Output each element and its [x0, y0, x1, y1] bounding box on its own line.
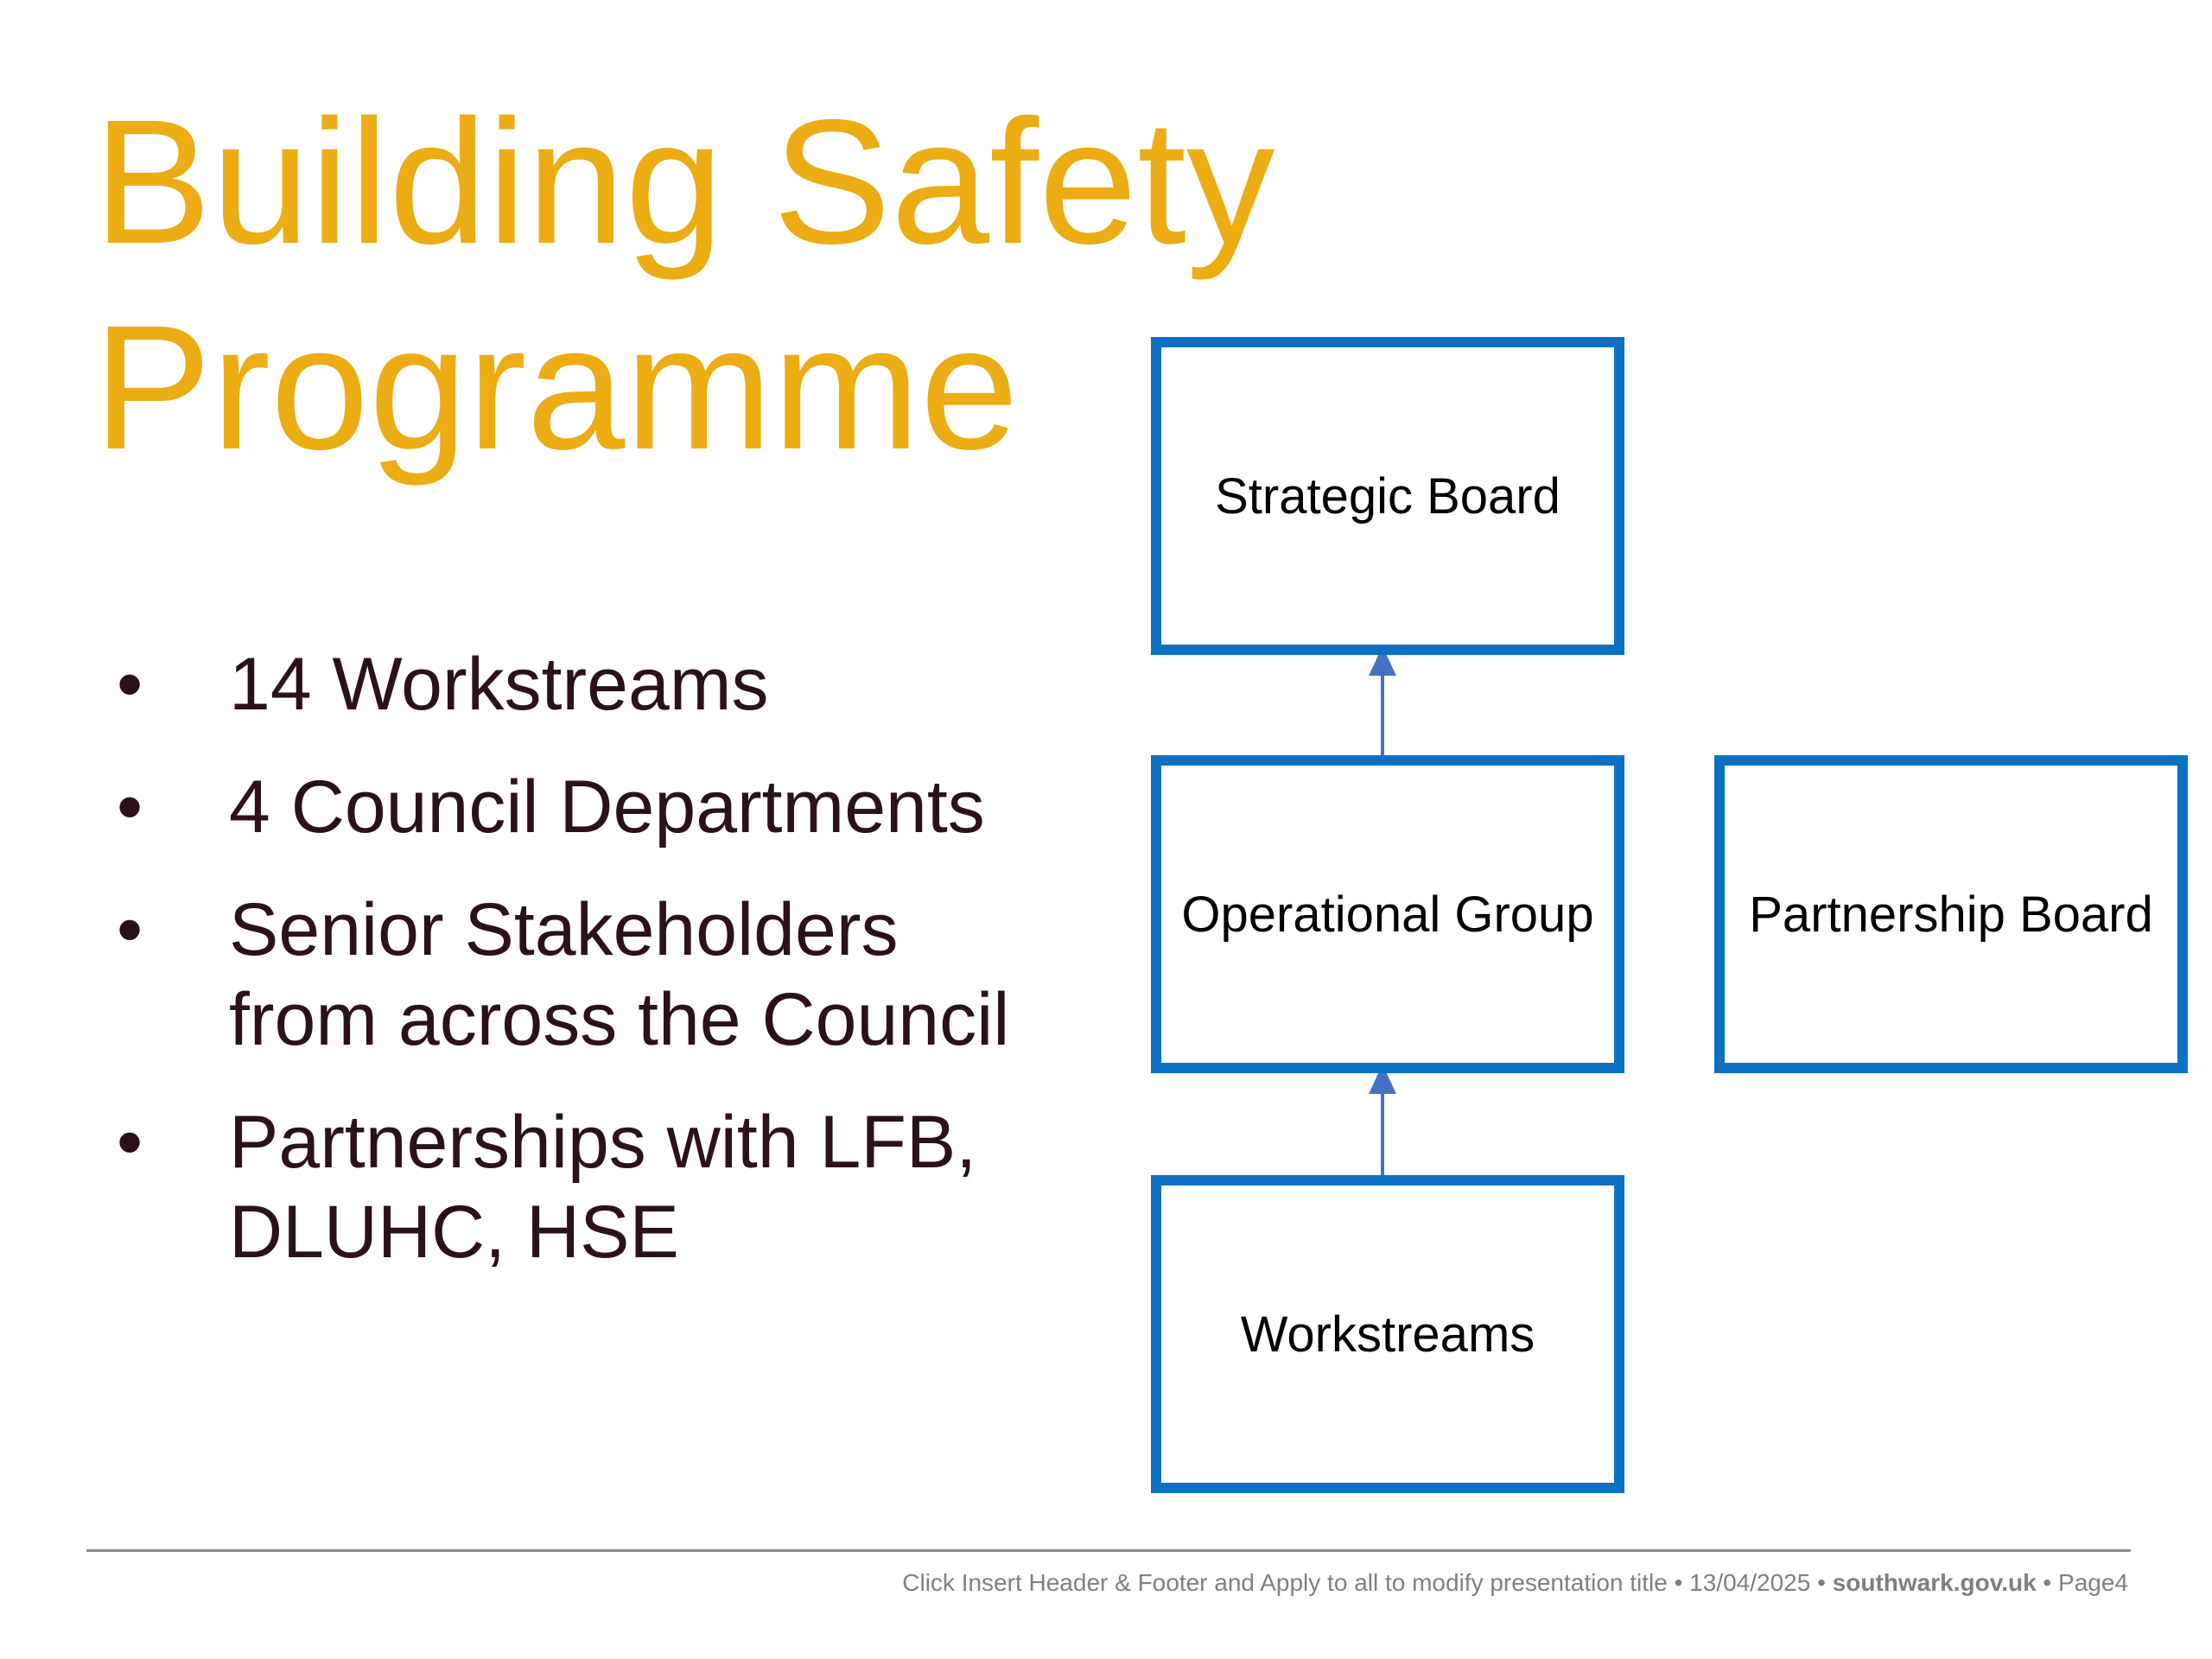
node-label: Operational Group — [1181, 886, 1594, 943]
node-partnership-board — [1714, 755, 2188, 1073]
bullet-text: 4 Council Departments — [229, 766, 985, 849]
bullet-dot: • — [116, 1101, 143, 1184]
bullet-text: Partnerships with LFB, DLUHC, HSE — [229, 1101, 977, 1274]
footer-page-label: • Page — [2036, 1569, 2115, 1596]
node-label: Workstreams — [1240, 1306, 1535, 1363]
node-label: Partnership Board — [1749, 886, 2153, 943]
slide-title-line-1: Building Safety — [93, 83, 1275, 281]
bullet-dot: • — [116, 643, 143, 726]
bullet-dot: • — [116, 766, 143, 849]
footer-site: southwark.gov.uk — [1832, 1569, 2037, 1596]
bullet-dot: • — [116, 888, 143, 971]
bullet-text: 14 Workstreams — [229, 643, 769, 726]
node-workstreams — [1151, 1175, 1624, 1493]
node-label: Strategic Board — [1215, 467, 1560, 524]
footer-page-number: 4 — [2114, 1569, 2128, 1596]
slide-title-line-2: Programme — [93, 289, 1019, 486]
footer-text: Click Insert Header & Footer and Apply to all to modify presentation title • 13/04/2025 • — [902, 1569, 1833, 1596]
bullet-text: Senior Stakeholders from across the Council — [229, 888, 1010, 1061]
node-operational-group — [1151, 755, 1624, 1073]
slide-footer — [902, 1569, 2128, 1597]
footer-divider — [86, 1549, 2131, 1552]
node-strategic-board — [1151, 337, 1624, 655]
